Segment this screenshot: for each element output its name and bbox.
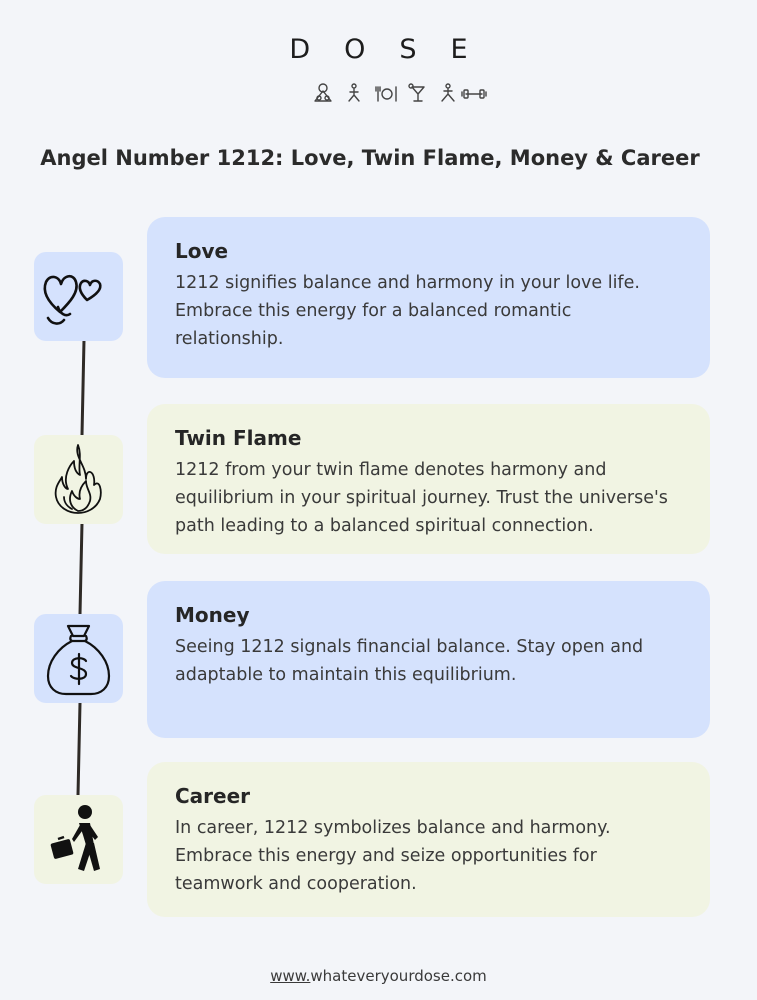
money-text: Seeing 1212 signals financial balance. Stay open and adaptable to maintain this equilibrium. [175, 637, 644, 685]
footer-url-domain: whateveryourdose.com [310, 967, 487, 985]
hearts-icon [34, 252, 123, 341]
twin-flame-heading: Twin Flame [175, 426, 302, 450]
money-card [147, 581, 710, 738]
businessman-icon [34, 795, 123, 884]
career-card [147, 762, 710, 917]
twin-flame-text: 1212 from your twin flame denotes harmony and equilibrium in your spiritual journey. Trust the universe's path leading to a balanced spiritual connection. [175, 460, 668, 536]
twin-flame-card [147, 404, 710, 554]
brand-logo: DOSE [289, 34, 502, 65]
love-text: 1212 signifies balance and harmony in your love life. Embrace this energy for a balanced romantic relationship. [175, 273, 640, 349]
page-title: Angel Number 1212: Love, Twin Flame, Money & Career [40, 146, 700, 170]
money-heading: Money [175, 603, 250, 627]
career-text: In career, 1212 symbolizes balance and harmony. Embrace this energy and seize opportunities for teamwork and cooperation. [175, 818, 611, 894]
money-bag-icon [34, 614, 123, 703]
love-card [147, 217, 710, 378]
love-heading: Love [175, 239, 229, 263]
career-icon-box [34, 795, 123, 884]
twin-flame-icon-box [34, 435, 123, 524]
flame-icon [34, 435, 123, 524]
career-heading: Career [175, 784, 251, 808]
footer-url[interactable] [0, 967, 757, 985]
footer-url-prefix: www. [270, 967, 311, 985]
love-icon-box [34, 252, 123, 341]
money-icon-box [34, 614, 123, 703]
